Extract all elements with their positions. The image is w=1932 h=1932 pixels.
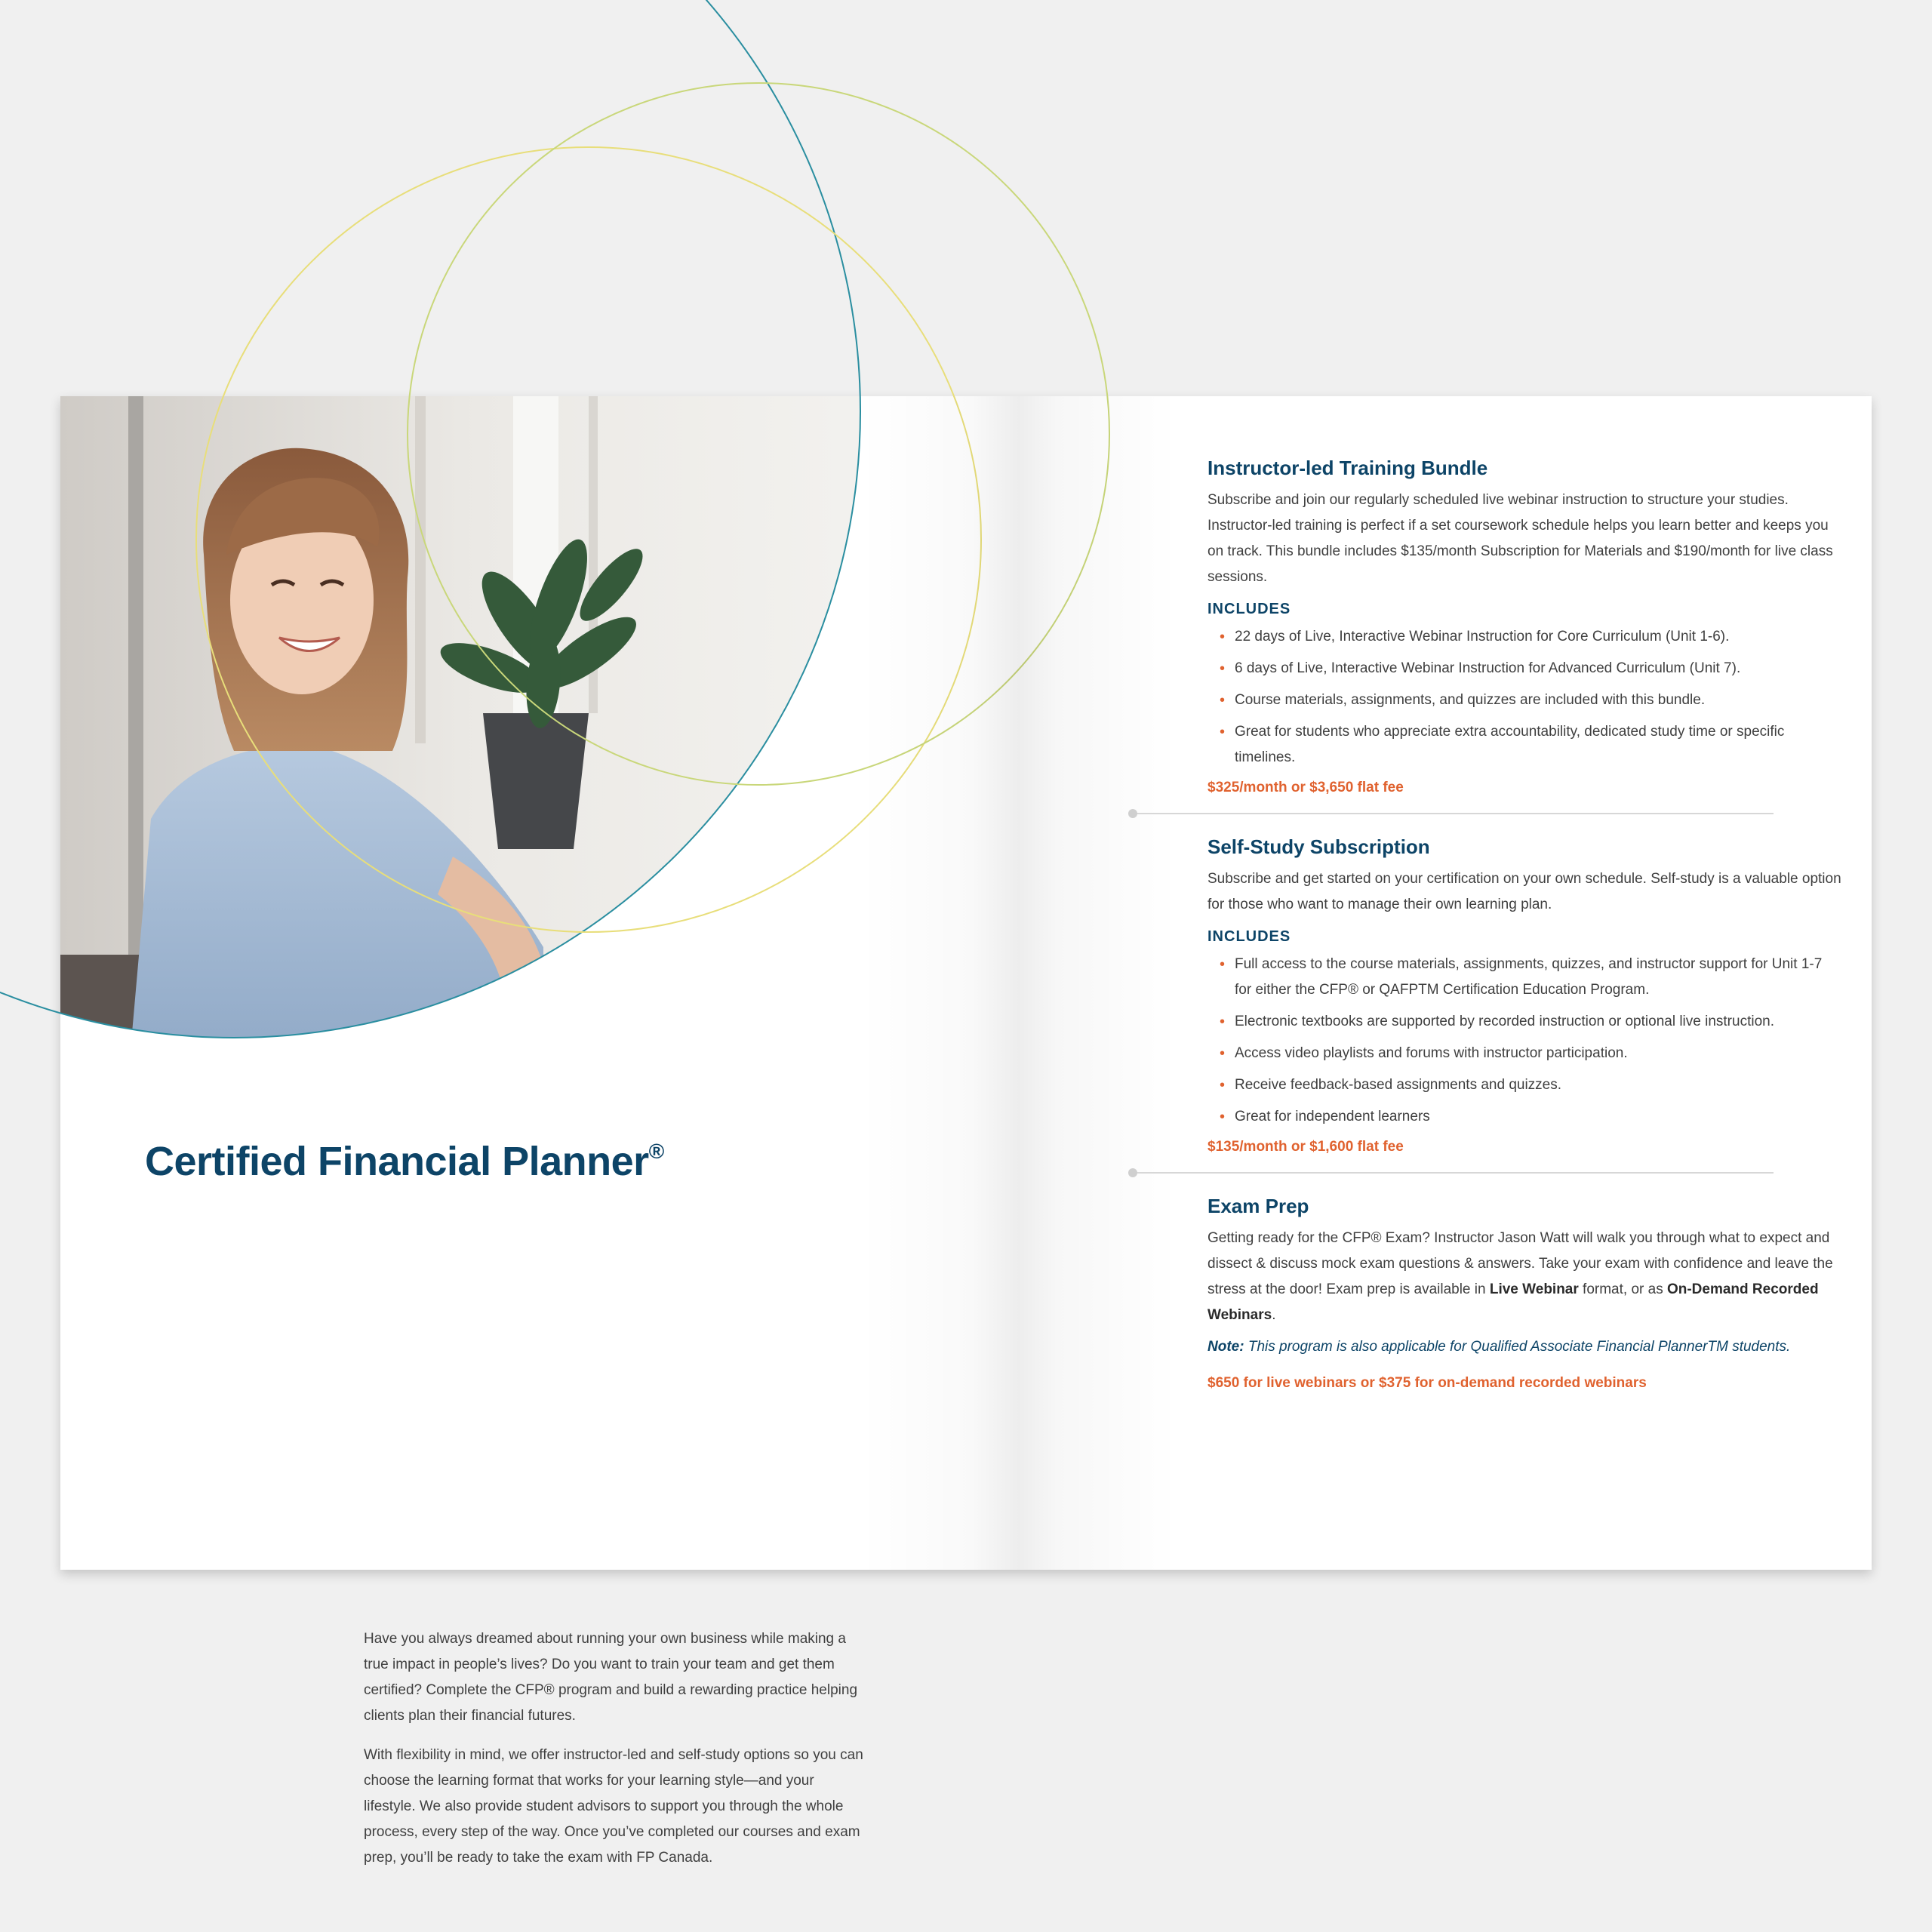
section-title: Instructor-led Training Bundle bbox=[1208, 457, 1488, 479]
divider-dot bbox=[1128, 1168, 1137, 1177]
bullet-icon: • bbox=[1220, 956, 1226, 973]
section-divider bbox=[1132, 1172, 1774, 1174]
format-recorded-webinars: On-Demand Recorded Webinars bbox=[1208, 1281, 1819, 1323]
brochure-spread bbox=[60, 396, 1872, 1866]
list-item: • Great for independent learners bbox=[1208, 1104, 1841, 1130]
bullet-icon: • bbox=[1220, 660, 1226, 677]
bullet-icon: • bbox=[1220, 629, 1226, 645]
section-self-study bbox=[1208, 835, 1841, 1155]
price-label: $650 for live webinars or $375 for on-demand recorded webinars bbox=[1208, 1375, 1647, 1391]
list-item: • Receive feedback-based assignments and quizzes. bbox=[1208, 1072, 1841, 1098]
includes-label: INCLUDES bbox=[1208, 601, 1291, 617]
program-options bbox=[1208, 457, 1841, 1392]
list-item: • Access video playlists and forums with instructor participation. bbox=[1208, 1041, 1841, 1066]
includes-list bbox=[1208, 952, 1841, 1130]
format-live-webinar: Live Webinar bbox=[1489, 1281, 1579, 1297]
bullet-icon: • bbox=[1220, 1014, 1226, 1030]
program-note: Note: This program is also applicable for Qualified Associate Financial PlannerTM students. bbox=[1208, 1339, 1791, 1355]
section-divider bbox=[1132, 813, 1774, 814]
list-item: • 22 days of Live, Interactive Webinar Instruction for Core Curriculum (Unit 1-6). bbox=[1208, 624, 1841, 650]
registered-mark: ® bbox=[648, 1140, 664, 1163]
section-description: Subscribe and get started on your certification on your own schedule. Self-study is a valuable option for those who want to manage their own learning plan. bbox=[1208, 871, 1841, 912]
section-title: Exam Prep bbox=[1208, 1195, 1309, 1217]
bullet-icon: • bbox=[1220, 1045, 1226, 1062]
intro-text bbox=[364, 1626, 869, 1884]
price-label: $135/month or $1,600 flat fee bbox=[1208, 1139, 1404, 1155]
list-item: • Course materials, assignments, and quizzes are included with this bundle. bbox=[1208, 688, 1841, 713]
includes-list bbox=[1208, 624, 1841, 771]
section-description: Subscribe and join our regularly scheduled live webinar instruction to structure your studies. Instructor-led training is perfect if a set coursework schedule helps you learn better and keeps you on track. This bundle includes $135/month Subscription for Materials and $190/month for live class sessions. bbox=[1208, 492, 1833, 585]
page-title: Certified Financial Planner® bbox=[145, 1139, 664, 1184]
section-instructor-led bbox=[1208, 457, 1841, 796]
section-description: Getting ready for the CFP® Exam? Instructor Jason Watt will walk you through what to expect and dissect & discuss mock exam questions & answers. Take your exam with confidence and leave the stress at the door! Exam prep is available in Live Webinar format, or as On-Demand Recorded Webinars. bbox=[1208, 1230, 1833, 1323]
woman-photo bbox=[60, 396, 891, 1106]
bullet-icon: • bbox=[1220, 1109, 1226, 1125]
section-title: Self-Study Subscription bbox=[1208, 835, 1430, 858]
section-exam-prep bbox=[1208, 1195, 1841, 1392]
intro-paragraph-2: With flexibility in mind, we offer instructor-led and self-study options so you can choose the learning format that works for your learning style—and your lifestyle. We also provide student advisors to support you through the whole process, every step of the way. Once you’ve completed our courses and exam prep, you’ll be ready to take the exam with FP Canada. bbox=[364, 1747, 863, 1866]
note-label: Note: bbox=[1208, 1339, 1244, 1355]
list-item: • Great for students who appreciate extra accountability, dedicated study time or specific timelines. bbox=[1208, 719, 1841, 771]
price-label: $325/month or $3,650 flat fee bbox=[1208, 780, 1404, 795]
bullet-icon: • bbox=[1220, 724, 1226, 740]
list-item: • 6 days of Live, Interactive Webinar Instruction for Advanced Curriculum (Unit 7). bbox=[1208, 656, 1841, 681]
divider-dot bbox=[1128, 809, 1137, 818]
bullet-icon: • bbox=[1220, 692, 1226, 709]
intro-paragraph-1: Have you always dreamed about running your own business while making a true impact in people’s lives? Do you want to train your team and get them certified? Complete the CFP® program and build a rewarding practice helping clients plan their financial futures. bbox=[364, 1631, 858, 1724]
bullet-icon: • bbox=[1220, 1077, 1226, 1094]
list-item: • Full access to the course materials, assignments, quizzes, and instructor support for Unit 1-7 for either the CFP® or QAFPTM Certification Education Program. bbox=[1208, 952, 1841, 1003]
list-item: • Electronic textbooks are supported by recorded instruction or optional live instruction. bbox=[1208, 1009, 1841, 1035]
includes-label: INCLUDES bbox=[1208, 928, 1291, 945]
